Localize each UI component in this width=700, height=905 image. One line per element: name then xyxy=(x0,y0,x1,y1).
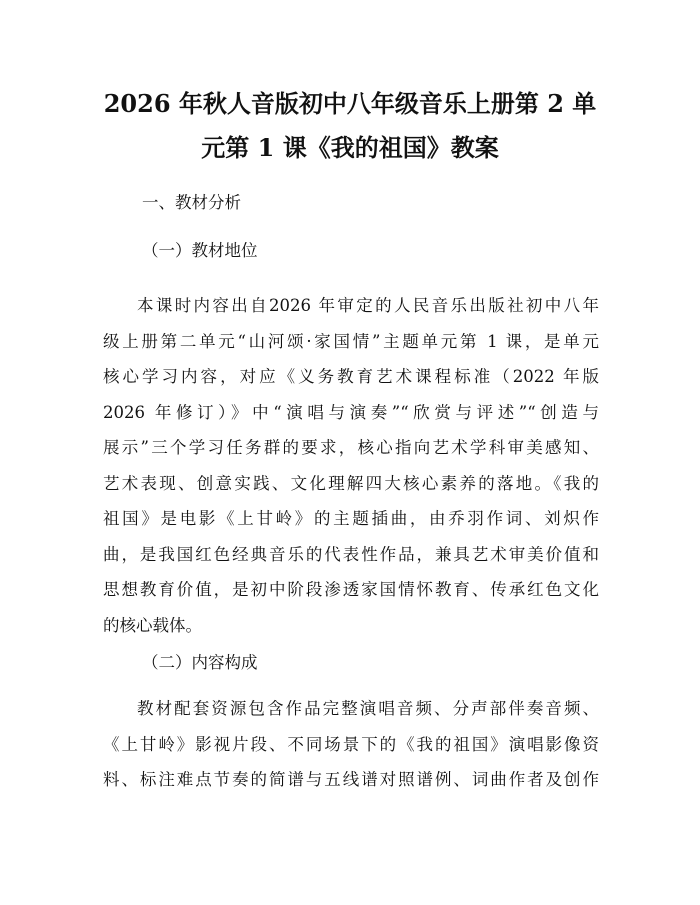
section-heading: 一、教材分析 xyxy=(142,193,241,212)
paragraph-line: 本课时内容出自2026 年审定的人民音乐出版社初中八年 xyxy=(137,296,599,315)
paragraph-line: 思想教育价值，是初中阶段渗透家国情怀教育、传承红色文化 xyxy=(103,580,599,599)
subsection-heading: （一）教材地位 xyxy=(142,241,258,260)
paragraph-line: 教材配套资源包含作品完整演唱音频、分声部伴奏音频、 xyxy=(137,699,599,718)
paragraph-line: 的核心载体。 xyxy=(103,615,202,635)
paragraph-line: 展示”三个学习任务群的要求，核心指向艺术学科审美感知、 xyxy=(103,438,599,457)
paragraph-line: 《上甘岭》影视片段、不同场景下的《我的祖国》演唱影像资 xyxy=(103,734,599,754)
paragraph-line: 核心学习内容，对应《义务教育艺术课程标准（2022 年版 xyxy=(103,367,599,386)
paragraph-line: 曲，是我国红色经典音乐的代表性作品，兼具艺术审美价值和 xyxy=(103,544,599,564)
paragraph-line: 级上册第二单元“山河颂·家国情”主题单元第 1 课，是单元 xyxy=(103,331,599,351)
paragraph-line: 2026 年修订）》中“演唱与演奏”“欣赏与评述”“创造与 xyxy=(103,402,599,422)
paragraph-line: 祖国》是电影《上甘岭》的主题插曲，由乔羽作词、刘炽作 xyxy=(103,509,599,528)
paragraph-line: 艺术表现、创意实践、文化理解四大核心素养的落地。《我的 xyxy=(103,473,599,493)
paragraph-textbook-position xyxy=(103,288,599,643)
paragraph-line: 料、标注难点节奏的简谱与五线谱对照谱例、词曲作者及创作 xyxy=(103,770,599,789)
subsection-heading: （二）内容构成 xyxy=(142,653,258,672)
document-title-line-2: 元第 1 课《我的祖国》教案 xyxy=(201,133,499,162)
paragraph-content-composition xyxy=(103,691,599,798)
document-title-line-1: 2026 年秋人音版初中八年级音乐上册第 2 单 xyxy=(103,89,597,118)
